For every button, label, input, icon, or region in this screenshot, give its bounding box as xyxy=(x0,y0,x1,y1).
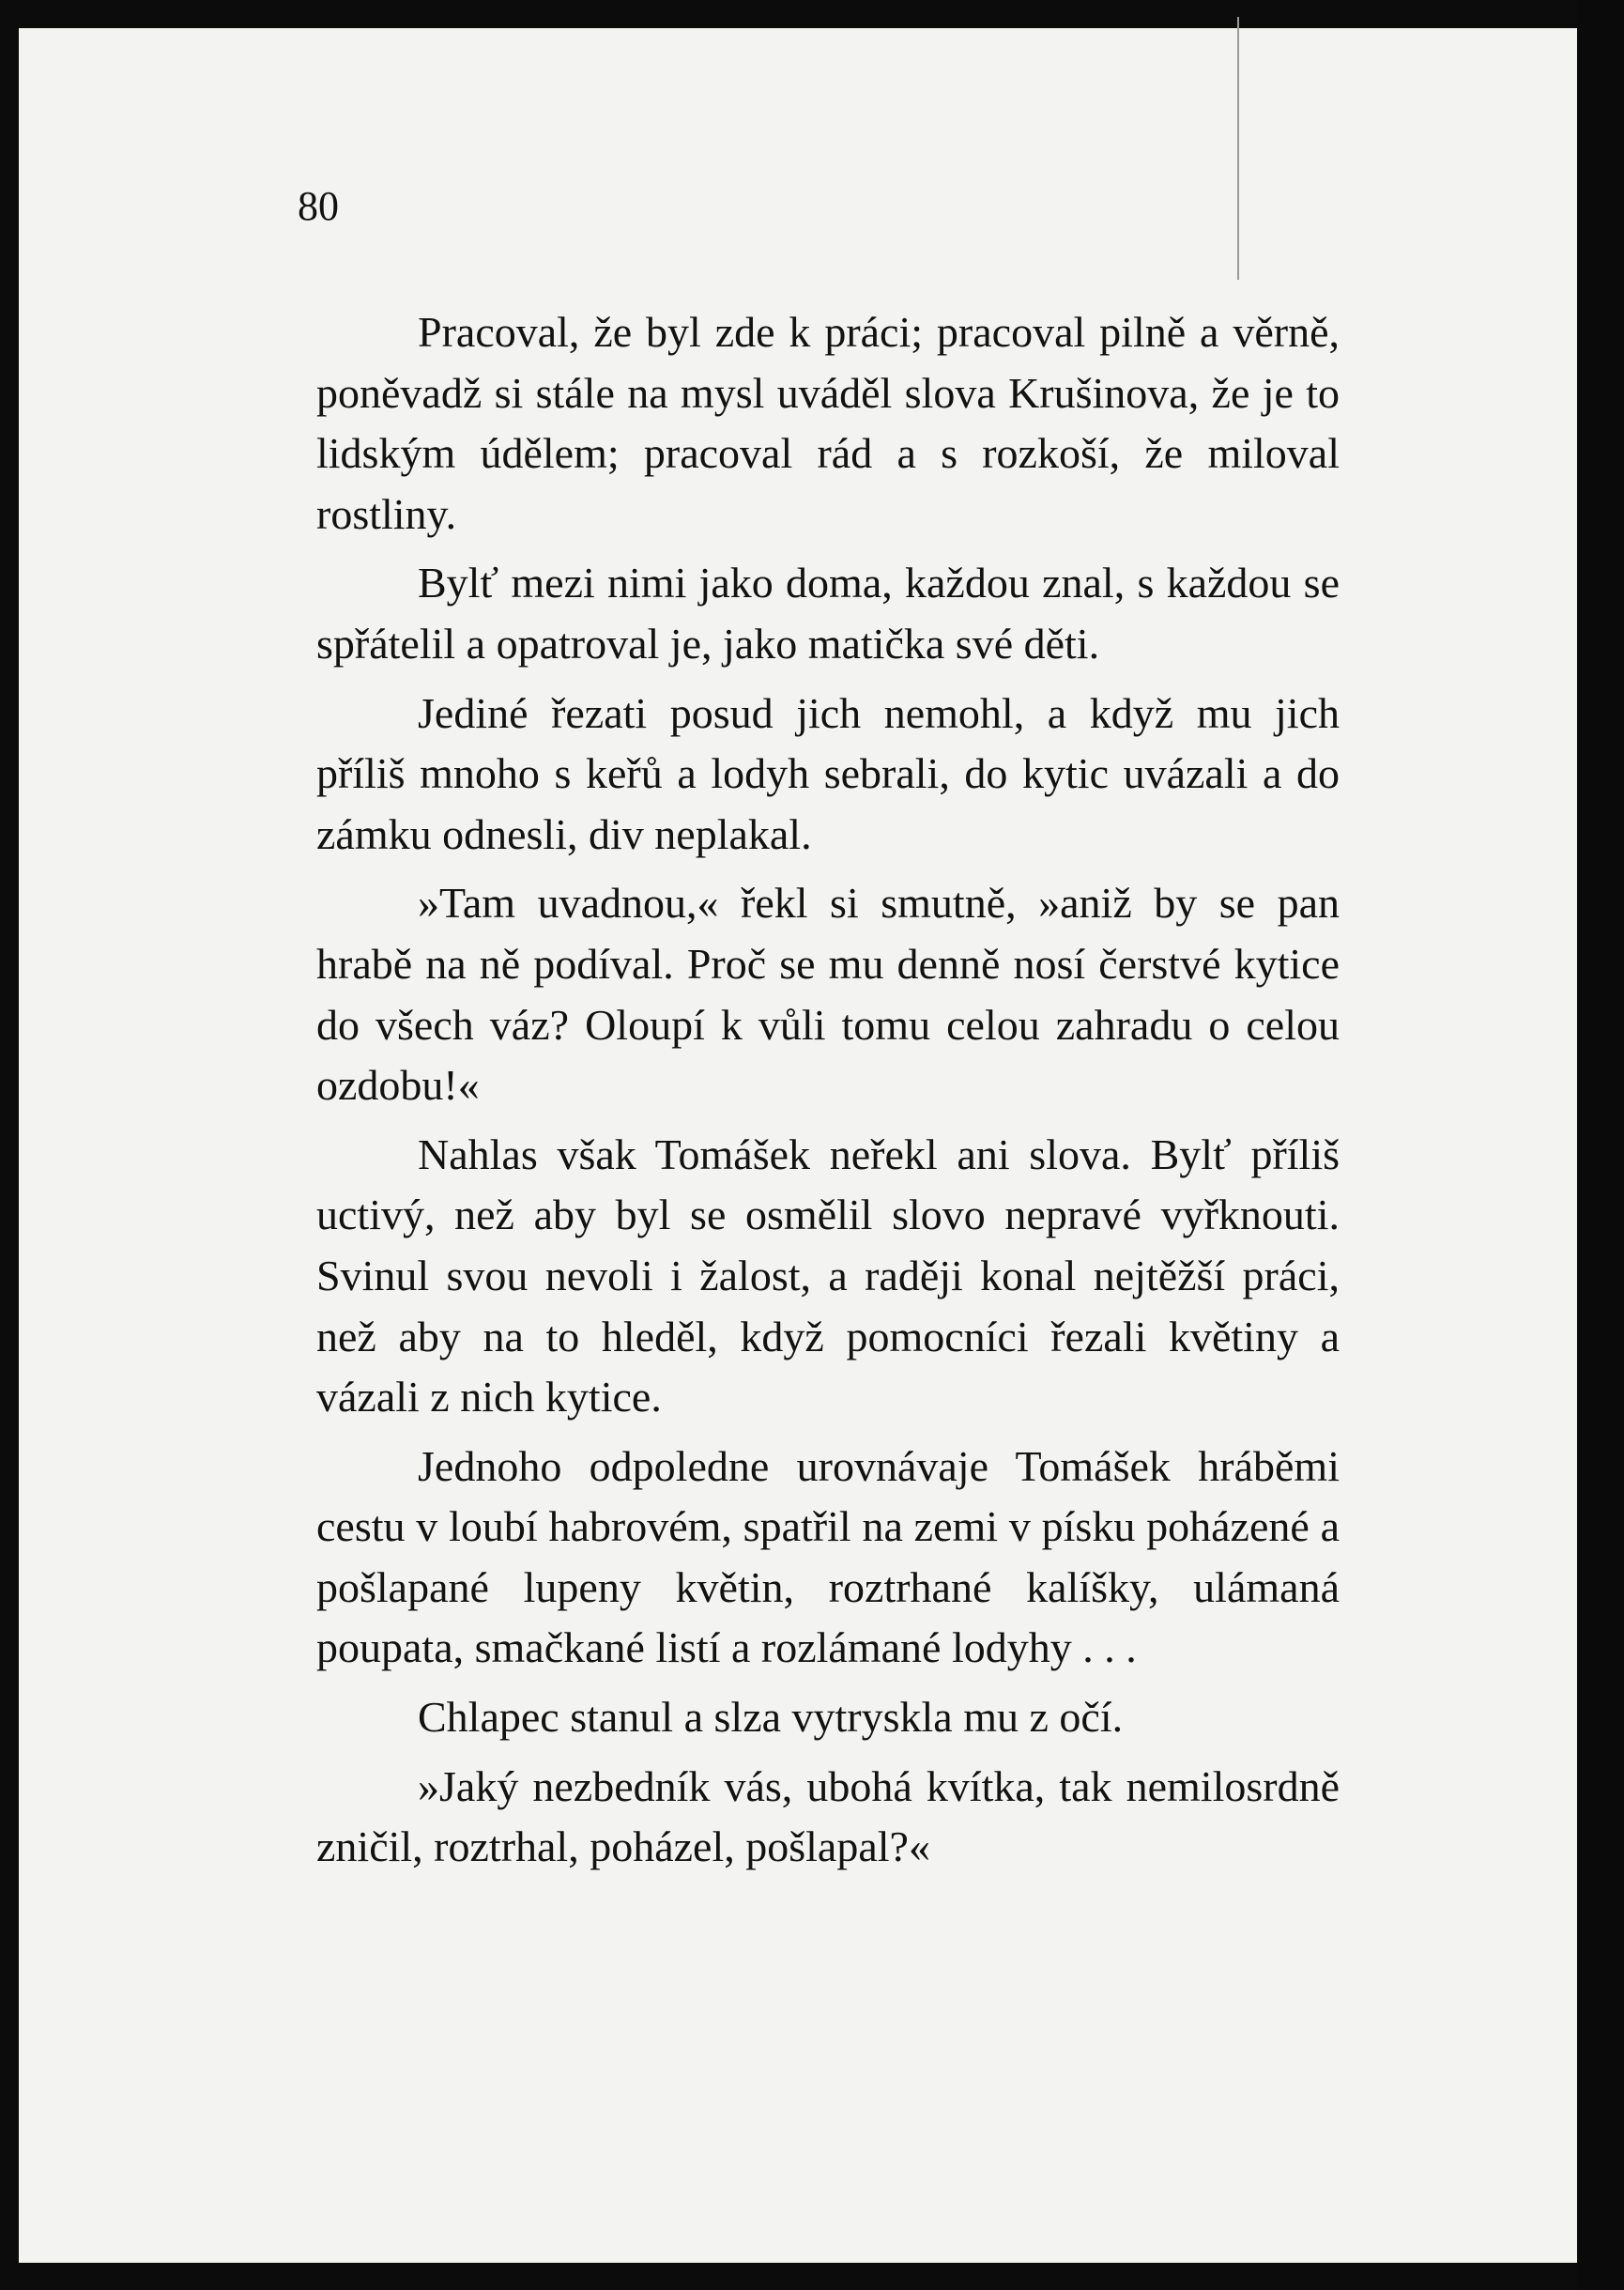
page-number: 80 xyxy=(298,183,339,229)
paragraph-6: Jednoho odpoledne urovnávaje Tomášek hráběmi cestu v loubí habrovém, spatřil na zemi v písku poházené a pošlapané lupeny květin, roztrhané kalíšky, ulámaná poupata, smačkané listí a rozlámané lodyhy . . . xyxy=(316,1441,1340,1672)
paragraph-7: Chlapec stanul a slza vytryskla mu z očí. xyxy=(418,1693,1124,1742)
paragraph-3: Jediné řezati posud jich nemohl, a když mu jich příliš mnoho s keřů a lodyh sebrali, do kytic uvázali a do zámku odnesli, div neplakal. xyxy=(316,688,1340,858)
paragraph-1: Pracoval, že byl zde k práci; pracoval pilně a věrně, poněvadž si stále na mysl uváděl slova Krušinova, že je to lidským údělem; pracoval rád a s rozkoší, že miloval rostliny. xyxy=(316,308,1340,538)
body-text xyxy=(316,302,1340,1886)
paragraph-5: Nahlas však Tomášek neřekl ani slova. Bylť příliš uctivý, než aby byl se osmělil slovo nepravé vyřknouti. Svinul svou nevoli i žalost, a raději konal nejtěžší práci, než aby na to hleděl, když pomocníci řezali květiny a vázali z nich kytice. xyxy=(316,1130,1340,1422)
scan-edge xyxy=(1577,0,1624,2290)
paragraph-2: Bylť mezi nimi jako doma, každou znal, s každou se spřátelil a opatroval je, jako matička své děti. xyxy=(316,559,1340,668)
paragraph-8: »Jaký nezbedník vás, ubohá kvítka, tak nemilosrdně zničil, roztrhal, poházel, pošlapal?« xyxy=(316,1761,1340,1871)
page-fold-line xyxy=(1237,17,1239,280)
paragraph-4: »Tam uvadnou,« řekl si smutně, »aniž by se pan hrabě na ně podíval. Proč se mu denně nosí čerstvé kytice do všech váz? Oloupí k vůli tomu celou zahradu o celou ozdobu!« xyxy=(316,879,1340,1110)
